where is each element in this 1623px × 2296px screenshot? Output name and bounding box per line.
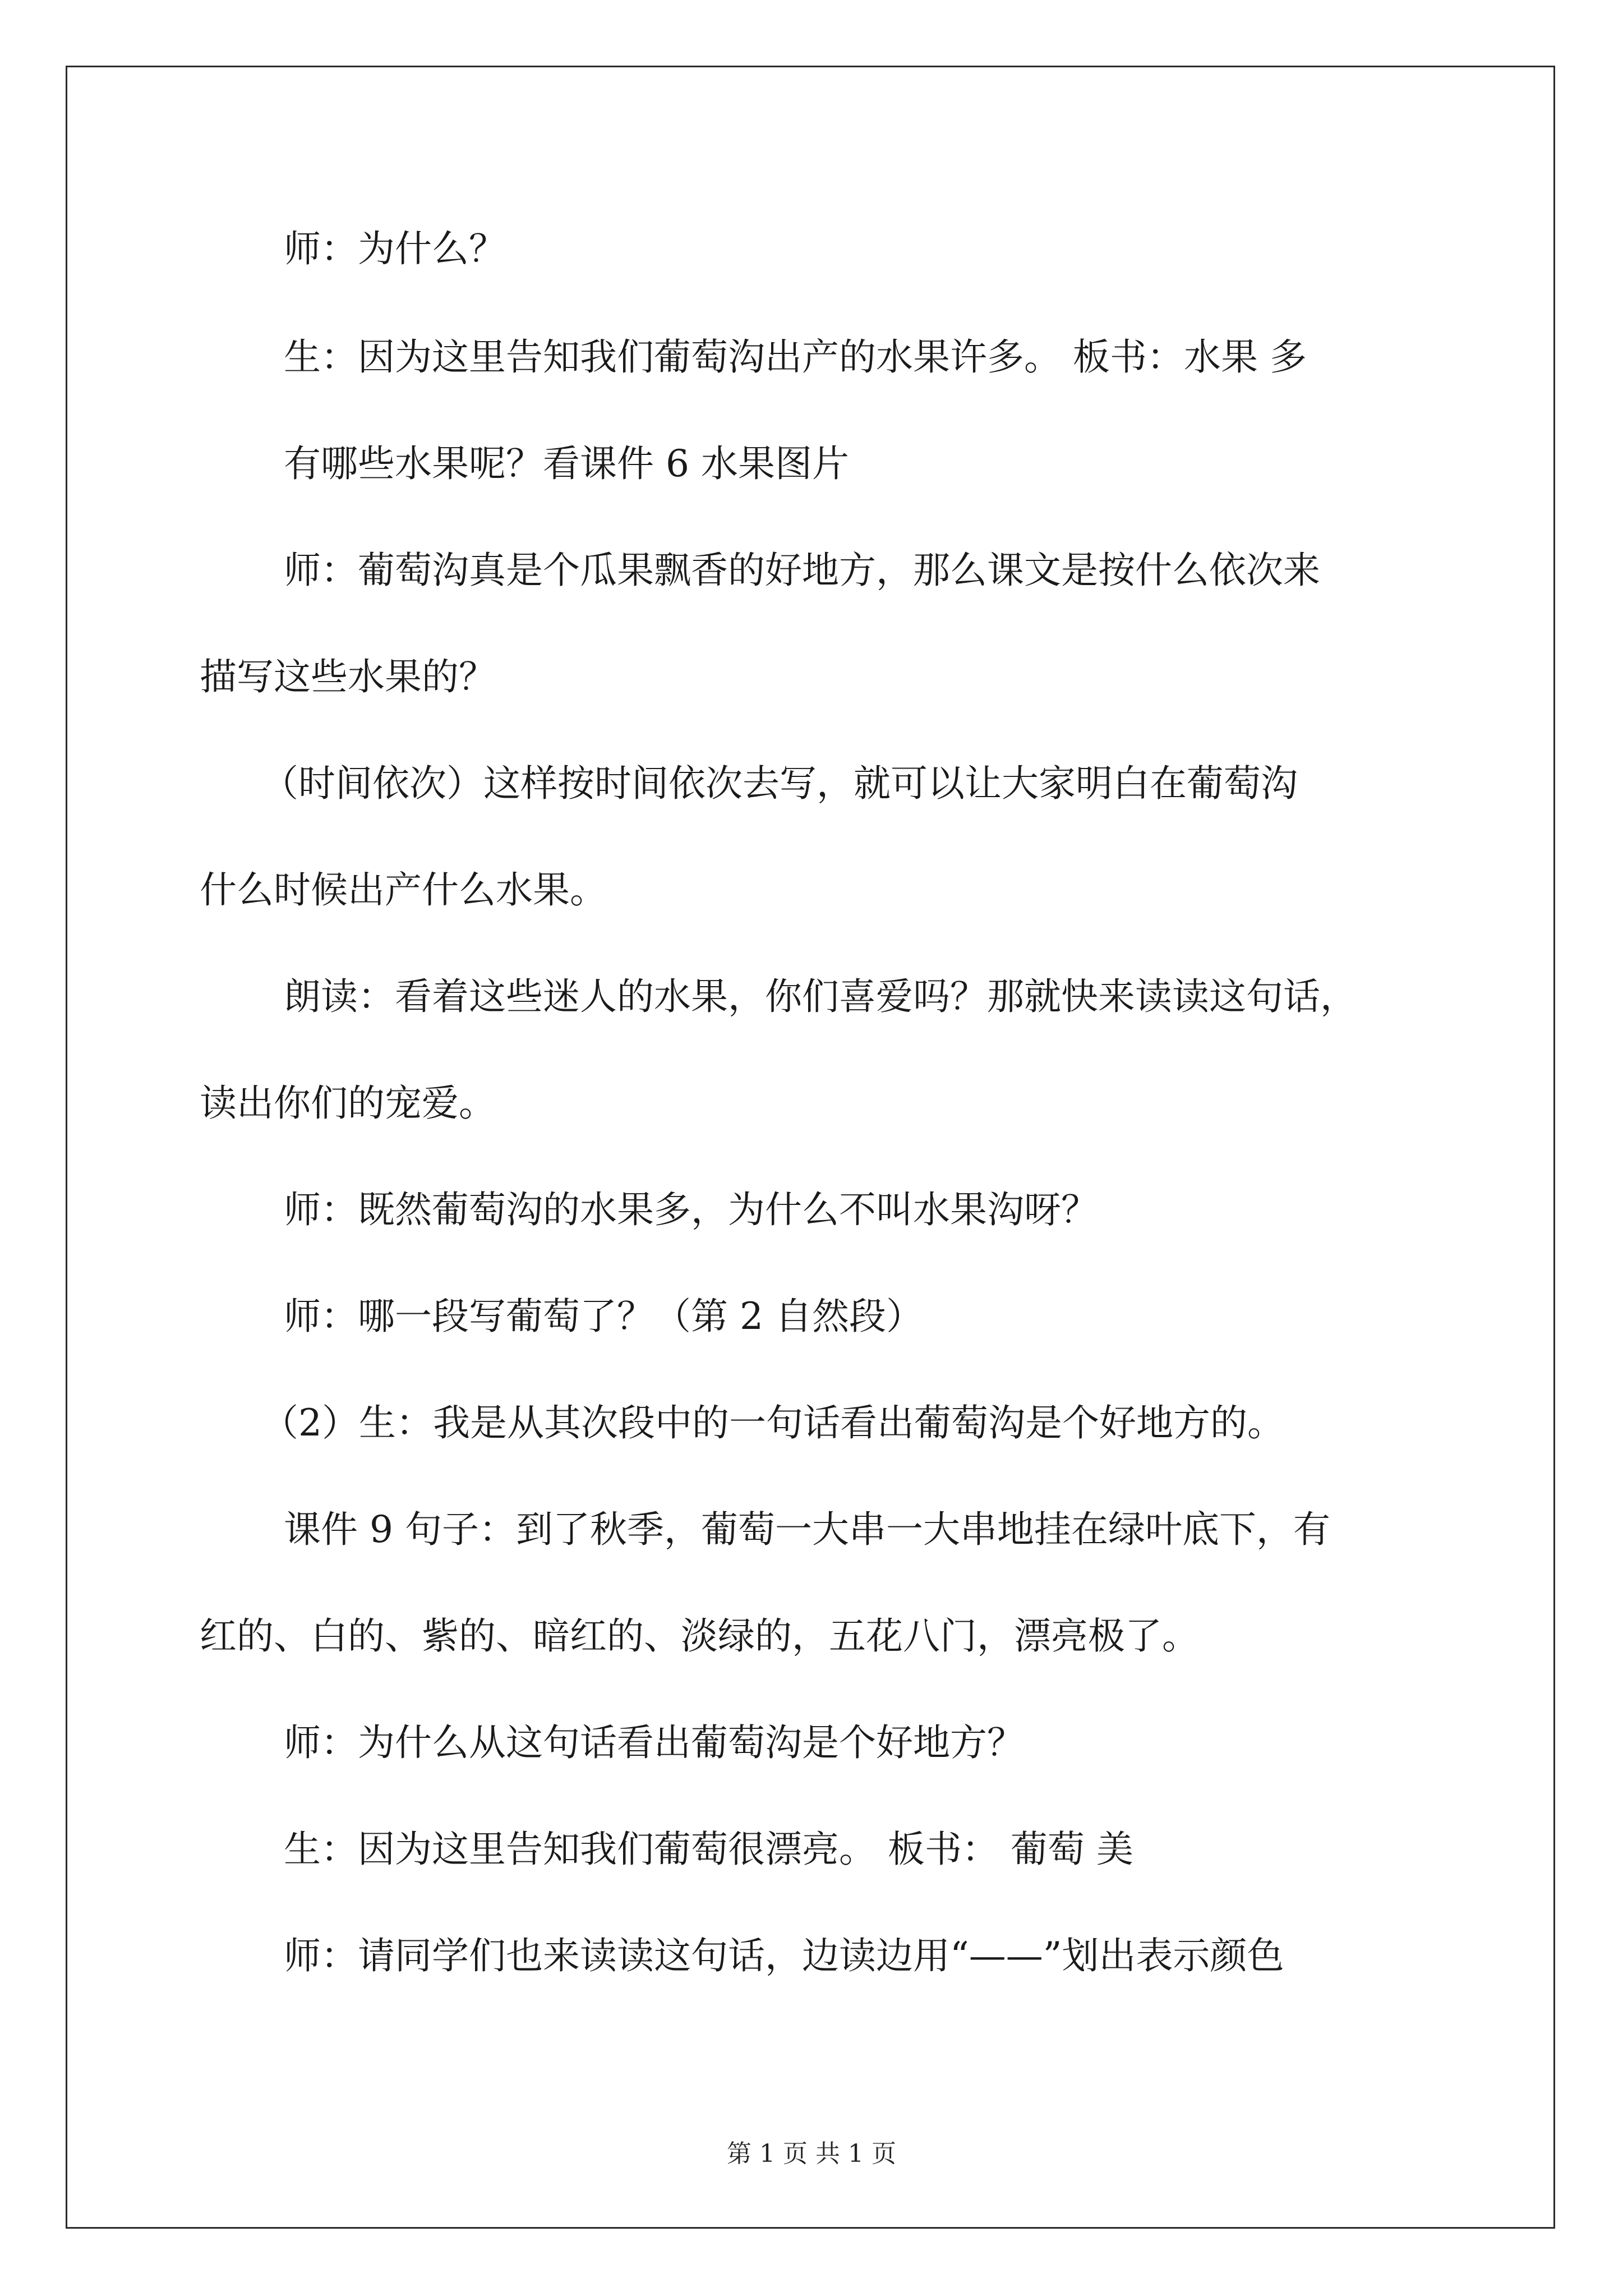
text-line: 师：为什么从这句话看出葡萄沟是个好地方？: [284, 1721, 1024, 1764]
page-border: [66, 66, 1555, 2229]
text-line: 什么时候出产什么水果。: [200, 868, 607, 912]
text-line: 师：葡萄沟真是个瓜果飘香的好地方，那么课文是按什么依次来: [284, 549, 1320, 592]
text-line: （时间依次）这样按时间依次去写，就可以让大家明白在葡萄沟: [261, 762, 1298, 805]
text-line: 生：因为这里告知我们葡萄很漂亮。 板书： 葡萄 美: [284, 1828, 1133, 1871]
text-line: 有哪些水果呢？看课件 6 水果图片: [284, 442, 849, 485]
text-line: 红的、白的、紫的、暗红的、淡绿的，五花八门，漂亮极了。: [200, 1614, 1199, 1658]
page-footer: 第 1 页 共 1 页: [727, 2139, 896, 2168]
text-line: 师：为什么？: [284, 227, 506, 270]
text-line: 生：因为这里告知我们葡萄沟出产的水果许多。 板书：水果 多: [284, 335, 1307, 379]
text-line: 师：哪一段写葡萄了？（第 2 自然段）: [284, 1295, 923, 1338]
text-line: 课件 9 句子：到了秋季，葡萄一大串一大串地挂在绿叶底下，有: [284, 1508, 1330, 1551]
text-line: 师：请同学们也来读读这句话，边读边用“——”划出表示颜色: [284, 1934, 1284, 1977]
text-line: （2）生：我是从其次段中的一句话看出葡萄沟是个好地方的。: [261, 1401, 1284, 1444]
text-line: 师：既然葡萄沟的水果多，为什么不叫水果沟呀？: [284, 1188, 1098, 1231]
text-line: 朗读：看着这些迷人的水果，你们喜爱吗？那就快来读读这句话，: [284, 975, 1357, 1018]
text-line: 读出你们的宠爱。: [200, 1082, 496, 1125]
text-line: 描写这些水果的？: [200, 655, 496, 698]
